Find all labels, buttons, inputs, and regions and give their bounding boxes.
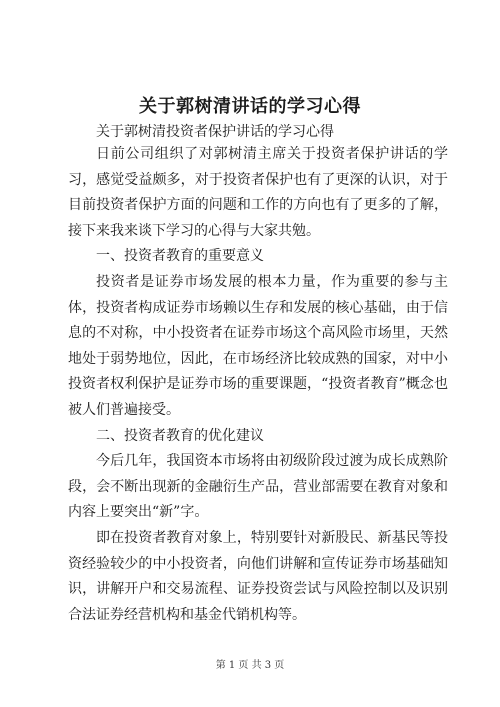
page-number: 第 1 页 共 3 页 [215, 660, 285, 671]
document-body [68, 142, 448, 628]
paragraph-intro: 日前公司组织了对郭树清主席关于投资者保护讲话的学习，感觉受益颇多，对于投资者保护也有了更深的认识，对于目前投资者保护方面的问题和工作的方向也有了更多的了解，接下来我来谈下学习的心得与大家共勉。 [68, 146, 448, 239]
section-heading-2: 二、投资者教育的优化建议 [96, 427, 264, 444]
document-subtitle: 关于郭树清投资者保护讲话的学习心得 [96, 124, 334, 140]
paragraph-importance: 投资者是证券市场发展的根本力量，作为重要的参与主体，投资者构成证券市场赖以生存和发展的核心基础，由于信息的不对称，中小投资者在证券市场这个高风险市场里，天然地处于弱势地位，因此，在市场经济比较成熟的国家，对中小投资者权利保护是证券市场的重要课题，“投资者教育”概念也被人们普遍接受。 [68, 273, 448, 418]
paragraph-audience: 即在投资者教育对象上，特别要针对新股民、新基民等投资经验较少的中小投资者，向他们讲解和宣传证券市场基础知识，讲解开户和交易流程、证券投资尝试与风险控制以及识别合法证券经营机构和基金代销机构等。 [68, 529, 448, 623]
section-heading-1: 一、投资者教育的重要意义 [96, 248, 264, 265]
document-title: 关于郭树清讲话的学习心得 [139, 96, 361, 117]
paragraph-outlook: 今后几年，我国资本市场将由初级阶段过渡为成长成熟阶段，会不断出现新的金融衍生产品，营业部需要在教育对象和内容上要突出“新”字。 [68, 453, 448, 521]
